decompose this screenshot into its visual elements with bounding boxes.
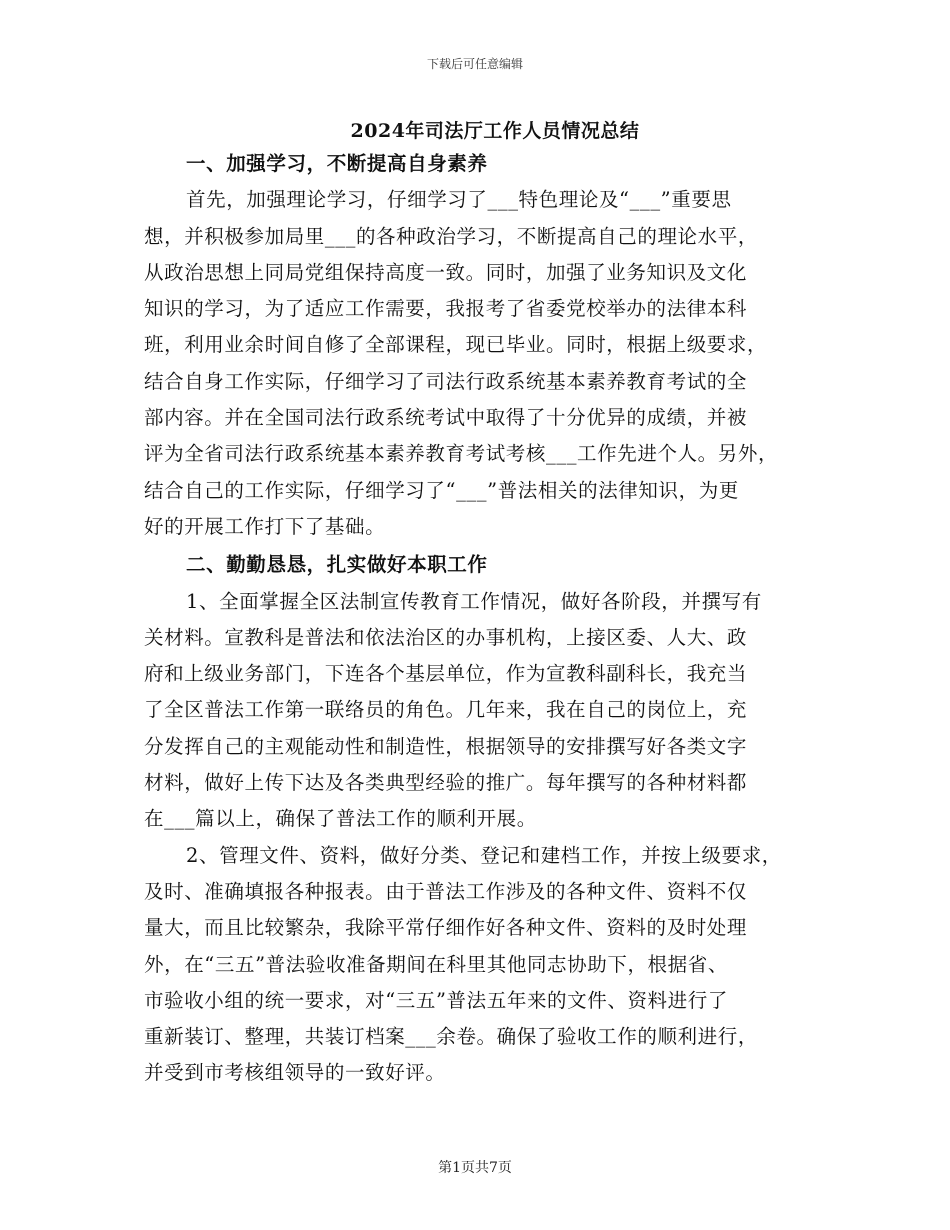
document-body — [144, 144, 810, 1092]
paragraph-line: 部内容。并在全国司法行政系统考试中取得了十分优异的成绩，并被 — [144, 406, 748, 430]
section-heading: 一、加强学习，不断提高自身素养 — [186, 152, 488, 175]
paragraph-line: 首先，加强理论学习，仔细学习了___特色理论及“___”重要思 — [186, 188, 732, 212]
paragraph-line: 市验收小组的统一要求，对“三五”普法五年来的文件、资料进行了 — [144, 988, 728, 1012]
paragraph-line: 结合自己的工作实际，仔细学习了“___”普法相关的法律知识，为更 — [144, 478, 739, 502]
paragraph-line: 关材料。宣教科是普法和依法治区的办事机构，上接区委、人大、政 — [144, 625, 748, 649]
paragraph-line: 量大，而且比较繁杂，我除平常仔细作好各种文件、资料的及时处理 — [144, 916, 748, 940]
paragraph-line: 府和上级业务部门，下连各个基层单位，作为宣教科副科长，我充当 — [144, 662, 748, 686]
document-title: 2024年司法厅工作人员情况总结 — [350, 120, 640, 142]
paragraph-line: 评为全省司法行政系统基本素养教育考试考核___工作先进个人。另外， — [144, 442, 779, 466]
paragraph-line: 在___篇以上，确保了普法工作的顺利开展。 — [144, 807, 537, 831]
section-heading: 二、勤勤恳恳，扎实做好本职工作 — [186, 553, 488, 577]
paragraph-line: 分发挥自己的主观能动性和制造性，根据领导的安排撰写好各类文字 — [144, 734, 748, 758]
paragraph-line: 结合自身工作实际，仔细学习了司法行政系统基本素养教育考试的全 — [144, 369, 748, 393]
paragraph-line: 外，在“三五”普法验收准备期间在科里其他同志协助下，根据省、 — [144, 952, 728, 976]
paragraph-line: 1、全面掌握全区法制宣传教育工作情况，做好各阶段，并撰写有 — [186, 589, 762, 613]
page-footer: 第1页共7页 — [438, 1160, 512, 1176]
paragraph-line: 知识的学习，为了适应工作需要，我报考了省委党校举办的法律本科 — [144, 297, 748, 321]
paragraph-line: 并受到市考核组领导的一致好评。 — [144, 1061, 446, 1085]
paragraph-line: 了全区普法工作第一联络员的角色。几年来，我在自己的岗位上，充 — [144, 698, 748, 722]
paragraph-line: 材料，做好上传下达及各类典型经验的推广。每年撰写的各种材料都 — [144, 771, 748, 795]
paragraph-line: 班，利用业余时间自修了全部课程，现已毕业。同时，根据上级要求， — [144, 333, 768, 357]
paragraph-line: 重新装订、整理，共装订档案___余卷。确保了验收工作的顺利进行， — [144, 1025, 758, 1049]
paragraph-line: 好的开展工作打下了基础。 — [144, 514, 386, 538]
paragraph-line: 2、管理文件、资料，做好分类、登记和建档工作，并按上级要求， — [186, 843, 782, 867]
header-note: 下载后可任意编辑 — [426, 57, 523, 71]
paragraph-line: 及时、准确填报各种报表。由于普法工作涉及的各种文件、资料不仅 — [144, 879, 748, 903]
paragraph-line: 从政治思想上同局党组保持高度一致。同时，加强了业务知识及文化 — [144, 260, 748, 284]
paragraph-line: 想，并积极参加局里___的各种政治学习，不断提高自己的理论水平， — [144, 224, 758, 248]
